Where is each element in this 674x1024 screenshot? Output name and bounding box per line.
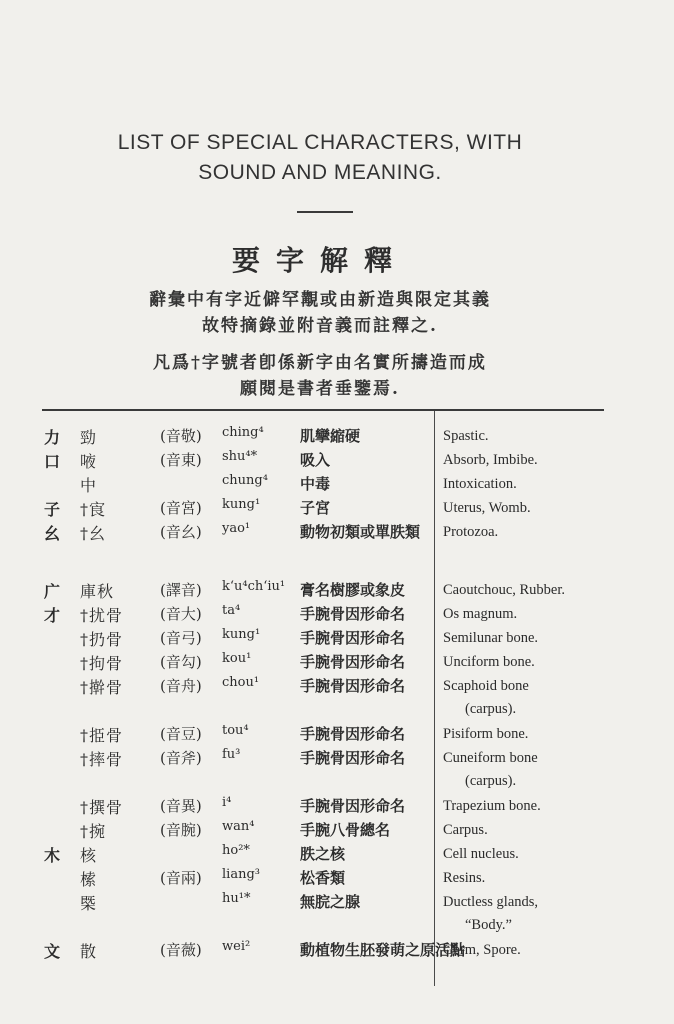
table-top-rule [42, 409, 604, 411]
preface-line-3: 凡爲†字號者卽係新字由名實所擣造而成 [153, 353, 487, 373]
english-meaning [443, 867, 673, 890]
table-row [0, 447, 674, 471]
table-row [0, 937, 674, 985]
chinese-meaning: 松香類 [300, 869, 346, 887]
english-text: Unciform bone. [443, 654, 535, 670]
chinese-meaning: 動植物生胚發萌之原活點 [300, 941, 466, 959]
sound-hint: (譯音) [160, 581, 202, 599]
title-divider [297, 211, 353, 213]
english-meaning [443, 939, 673, 962]
chinese-meaning: 子宮 [300, 499, 331, 517]
english-meaning [443, 795, 673, 818]
sound-hint: (音幺) [160, 523, 202, 541]
table-row [0, 577, 674, 601]
english-text: Scaphoid bone [443, 678, 529, 694]
chinese-meaning: 中毒 [300, 475, 331, 493]
chinese-meaning: 手腕骨因形命名 [300, 725, 406, 743]
english-text: Semilunar bone. [443, 630, 539, 646]
chinese-meaning: 動物初類或單胅類 [300, 523, 421, 541]
table-row [0, 423, 674, 447]
romanization: yao¹ [222, 521, 251, 536]
character: 勁 [80, 428, 98, 447]
romanization: wan⁴ [222, 819, 255, 834]
romanization: ta⁴ [222, 603, 241, 618]
preface-line-1: 辭彙中有字近僻罕覯或由新造與限定其義 [149, 290, 491, 310]
english-meaning [443, 819, 673, 842]
character: †扔骨 [80, 630, 124, 649]
english-meaning [443, 497, 673, 520]
chinese-meaning: 吸入 [300, 451, 331, 469]
heading-line-1: LIST OF SPECIAL CHARACTERS, WITH [117, 131, 523, 154]
sound-hint: (音東) [160, 451, 202, 469]
preface-line-2: 故特摘錄並附音義而註釋之. [202, 316, 438, 336]
character: 㮣 [80, 894, 98, 913]
table-row [0, 841, 674, 865]
sound-hint: (音勾) [160, 653, 202, 671]
romanization: liang³ [222, 867, 260, 882]
table-row [0, 817, 674, 841]
english-text: Cuneiform bone [443, 750, 538, 766]
romanization: hu¹* [222, 891, 251, 906]
english-meaning [443, 747, 673, 793]
character-table [0, 423, 674, 985]
sound-hint: (音豆) [160, 725, 202, 743]
english-subtext: “Body.” [465, 917, 512, 933]
english-meaning [443, 579, 673, 602]
table-row [0, 649, 674, 673]
character: 庫秋 [80, 582, 115, 601]
chinese-meaning: 肌攣縮硬 [300, 427, 361, 445]
sound-hint: (音異) [160, 797, 202, 815]
table-row [0, 601, 674, 625]
romanization: chou¹ [222, 675, 260, 690]
radical: 力 [44, 428, 61, 447]
english-meaning [443, 603, 673, 626]
romanization: fu³ [222, 747, 241, 762]
character: †幺 [80, 524, 107, 543]
english-text: Cell nucleus. [443, 846, 519, 862]
table-row [0, 889, 674, 937]
english-text: Resins. [443, 870, 486, 886]
table-row [0, 519, 674, 567]
radical: 幺 [44, 524, 61, 543]
english-meaning [443, 425, 673, 448]
english-meaning [443, 473, 673, 496]
table-row [0, 625, 674, 649]
english-text: Carpus. [443, 822, 488, 838]
sound-hint: (音兩) [160, 869, 202, 887]
table-row [0, 745, 674, 793]
chinese-meaning: 手腕骨因形命名 [300, 629, 406, 647]
character: †拘骨 [80, 654, 124, 673]
sound-hint: (音弓) [160, 629, 202, 647]
radical: 子 [44, 500, 61, 519]
english-text: Protozoa. [443, 524, 499, 540]
chinese-title: 要字解釋 [231, 244, 408, 277]
romanization: chung⁴ [222, 473, 268, 488]
english-meaning [443, 627, 673, 650]
heading-line-2: SOUND AND MEANING. [198, 161, 442, 184]
english-meaning [443, 449, 673, 472]
radical: 口 [44, 452, 61, 471]
sound-hint: (音腕) [160, 821, 202, 839]
character: †撰骨 [80, 798, 124, 817]
character: †挋骨 [80, 726, 124, 745]
character: †摔骨 [80, 750, 124, 769]
radical: 木 [44, 846, 61, 865]
english-text: Ductless glands, [443, 894, 539, 910]
character: †㝗 [80, 500, 107, 519]
radical: 才 [44, 606, 61, 625]
english-text: Pisiform bone. [443, 726, 529, 742]
character: 核 [80, 846, 98, 865]
table-row [0, 673, 674, 721]
romanization: wei² [222, 939, 251, 954]
english-meaning [443, 723, 673, 746]
english-meaning [443, 891, 673, 937]
radical: 广 [44, 582, 61, 601]
sound-hint: (音敬) [160, 427, 202, 445]
character: 㮦 [80, 870, 98, 889]
chinese-meaning: 手腕骨因形命名 [300, 605, 406, 623]
english-text: Intoxication. [443, 476, 517, 492]
sound-hint: (音宮) [160, 499, 202, 517]
romanization: kung¹ [222, 627, 261, 642]
table-row [0, 721, 674, 745]
chinese-meaning: 手腕骨因形命名 [300, 677, 406, 695]
character: 散 [80, 942, 98, 961]
sound-hint: (音薇) [160, 941, 202, 959]
english-text: Caoutchouc, Rubber. [443, 582, 566, 598]
english-meaning [443, 521, 673, 544]
table-row [0, 865, 674, 889]
character: 中 [80, 476, 98, 495]
chinese-meaning: 無脘之腺 [300, 893, 361, 911]
romanization: kung¹ [222, 497, 261, 512]
romanization: k‘u⁴ch‘iu¹ [222, 579, 286, 594]
character: †擀骨 [80, 678, 124, 697]
english-text: Os magnum. [443, 606, 518, 622]
table-row [0, 495, 674, 519]
chinese-meaning: 手腕骨因形命名 [300, 653, 406, 671]
character: †扰骨 [80, 606, 124, 625]
chinese-meaning: 手腕骨因形命名 [300, 749, 406, 767]
english-subtext: (carpus). [465, 773, 517, 789]
english-text: Uterus, Womb. [443, 500, 531, 516]
english-text: Absorb, Imbibe. [443, 452, 538, 468]
romanization: ching⁴ [222, 425, 264, 440]
romanization: tou⁴ [222, 723, 249, 738]
romanization: kou¹ [222, 651, 252, 666]
chinese-meaning: 胅之核 [300, 845, 346, 863]
english-text: Germ, Spore. [443, 942, 521, 958]
radical: 文 [44, 942, 61, 961]
sound-hint: (音斧) [160, 749, 202, 767]
english-meaning [443, 675, 673, 721]
preface-line-4: 願閱是書者垂鑒焉. [240, 379, 400, 399]
chinese-meaning: 膏名樹膠或象皮 [300, 581, 406, 599]
english-meaning [443, 843, 673, 866]
chinese-meaning: 手腕骨因形命名 [300, 797, 406, 815]
table-row [0, 793, 674, 817]
romanization: ho²* [222, 843, 250, 858]
english-text: Trapezium bone. [443, 798, 541, 814]
romanization: shu⁴* [222, 449, 258, 464]
chinese-meaning: 手腕八骨總名 [300, 821, 391, 839]
english-text: Spastic. [443, 428, 489, 444]
table-row [0, 471, 674, 495]
sound-hint: (音舟) [160, 677, 202, 695]
character: 㖡 [80, 452, 98, 471]
english-subtext: (carpus). [465, 701, 517, 717]
english-meaning [443, 651, 673, 674]
romanization: i⁴ [222, 795, 232, 810]
sound-hint: (音大) [160, 605, 202, 623]
character: †捥 [80, 822, 107, 841]
